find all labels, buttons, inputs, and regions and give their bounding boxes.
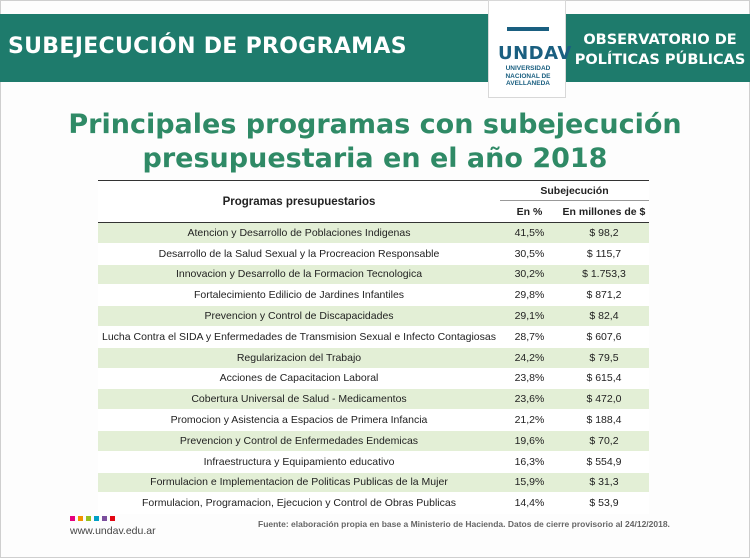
cell-program: Acciones de Capacitacion Laboral: [98, 368, 500, 389]
cell-program: Desarrollo de la Salud Sexual y la Procreacion Responsable: [98, 243, 500, 264]
cell-program: Fortalecimiento Edilicio de Jardines Infantiles: [98, 285, 500, 306]
header-millions: En millones de $: [559, 201, 649, 223]
color-dot: [70, 516, 75, 521]
color-dot: [78, 516, 83, 521]
logo-sub-line3: AVELLANEDA: [506, 80, 550, 87]
color-dot: [94, 516, 99, 521]
cell-program: Infraestructura y Equipamiento educativo: [98, 451, 500, 472]
table-row: [98, 243, 649, 264]
table-row: [98, 347, 649, 368]
header-left-title: SUBEJECUCIÓN DE PROGRAMAS: [8, 34, 407, 59]
cell-millions: $ 115,7: [559, 243, 649, 264]
cell-program: Promocion y Asistencia a Espacios de Primera Infancia: [98, 410, 500, 431]
table-row: [98, 368, 649, 389]
table-row: [98, 264, 649, 285]
cell-millions: $ 1.753,3: [559, 264, 649, 285]
cell-program: Atencion y Desarrollo de Poblaciones Indigenas: [98, 223, 500, 244]
cell-pct: 29,8%: [500, 285, 559, 306]
table-row: [98, 326, 649, 347]
cell-millions: $ 615,4: [559, 368, 649, 389]
cell-pct: 21,2%: [500, 410, 559, 431]
cell-millions: $ 79,5: [559, 347, 649, 368]
color-dot: [86, 516, 91, 521]
table-row: [98, 306, 649, 327]
cell-program: Prevencion y Control de Discapacidades: [98, 306, 500, 327]
header-subejecucion: Subejecución: [500, 181, 649, 201]
cell-millions: $ 554,9: [559, 451, 649, 472]
table-row: [98, 223, 649, 244]
logo-emblem-icon: [489, 1, 567, 41]
cell-millions: $ 70,2: [559, 430, 649, 451]
header-pct: En %: [500, 201, 559, 223]
page-title-line2: presupuestaria en el año 2018: [142, 143, 608, 174]
header-right-line1: OBSERVATORIO DE: [583, 32, 737, 48]
cell-pct: 19,6%: [500, 430, 559, 451]
cell-program: Formulacion, Programacion, Ejecucion y Control de Obras Publicas: [98, 493, 500, 514]
cell-millions: $ 82,4: [559, 306, 649, 327]
logo-sub-line2: NACIONAL DE: [505, 72, 551, 80]
logo-sub-line1: UNIVERSIDAD: [505, 65, 551, 72]
color-dot: [102, 516, 107, 521]
cell-pct: 14,4%: [500, 493, 559, 514]
cell-pct: 23,8%: [500, 368, 559, 389]
cell-millions: $ 871,2: [559, 285, 649, 306]
table-row: [98, 410, 649, 431]
cell-millions: $ 31,3: [559, 472, 649, 493]
table-row: [98, 451, 649, 472]
cell-millions: $ 472,0: [559, 389, 649, 410]
table-row: [98, 389, 649, 410]
cell-program: Innovacion y Desarrollo de la Formacion Tecnologica: [98, 264, 500, 285]
cell-millions: $ 188,4: [559, 410, 649, 431]
cell-program: Formulacion e Implementacion de Politicas Publicas de la Mujer: [98, 472, 500, 493]
footer-url[interactable]: www.undav.edu.ar: [70, 525, 156, 537]
cell-pct: 30,5%: [500, 243, 559, 264]
cell-pct: 28,7%: [500, 326, 559, 347]
page-title: [40, 108, 710, 176]
cell-pct: 41,5%: [500, 223, 559, 244]
cell-program: Lucha Contra el SIDA y Enfermedades de Transmision Sexual e Infecto Contagiosas: [98, 326, 500, 347]
cell-millions: $ 607,6: [559, 326, 649, 347]
page-title-line1: Principales programas con subejecución: [68, 109, 682, 140]
cell-program: Cobertura Universal de Salud - Medicamentos: [98, 389, 500, 410]
footer-color-dots: [70, 516, 115, 521]
cell-pct: 23,6%: [500, 389, 559, 410]
cell-pct: 30,2%: [500, 264, 559, 285]
header-bar: [0, 14, 750, 82]
cell-pct: 24,2%: [500, 347, 559, 368]
table-row: [98, 493, 649, 514]
color-dot: [110, 516, 115, 521]
cell-pct: 16,3%: [500, 451, 559, 472]
table-row: [98, 472, 649, 493]
budget-table: [98, 180, 649, 514]
undav-logo: [488, 0, 572, 98]
table-body: [98, 223, 649, 514]
cell-program: Regularizacion del Trabajo: [98, 347, 500, 368]
cell-program: Prevencion y Control de Enfermedades Endemicas: [98, 430, 500, 451]
table-row: [98, 430, 649, 451]
table-row: [98, 285, 649, 306]
logo-wordmark: UNDAV: [498, 43, 572, 64]
logo-subtitle: [489, 65, 567, 88]
footer-source: Fuente: elaboración propia en base a Ministerio de Hacienda. Datos de cierre provisorio al 24/12/2018.: [258, 519, 670, 529]
cell-pct: 15,9%: [500, 472, 559, 493]
header-programs: Programas presupuestarios: [98, 181, 500, 223]
cell-millions: $ 98,2: [559, 223, 649, 244]
header-right-line2: POLÍTICAS PÚBLICAS: [574, 52, 746, 68]
header-right-title: [574, 30, 746, 70]
cell-pct: 29,1%: [500, 306, 559, 327]
cell-millions: $ 53,9: [559, 493, 649, 514]
